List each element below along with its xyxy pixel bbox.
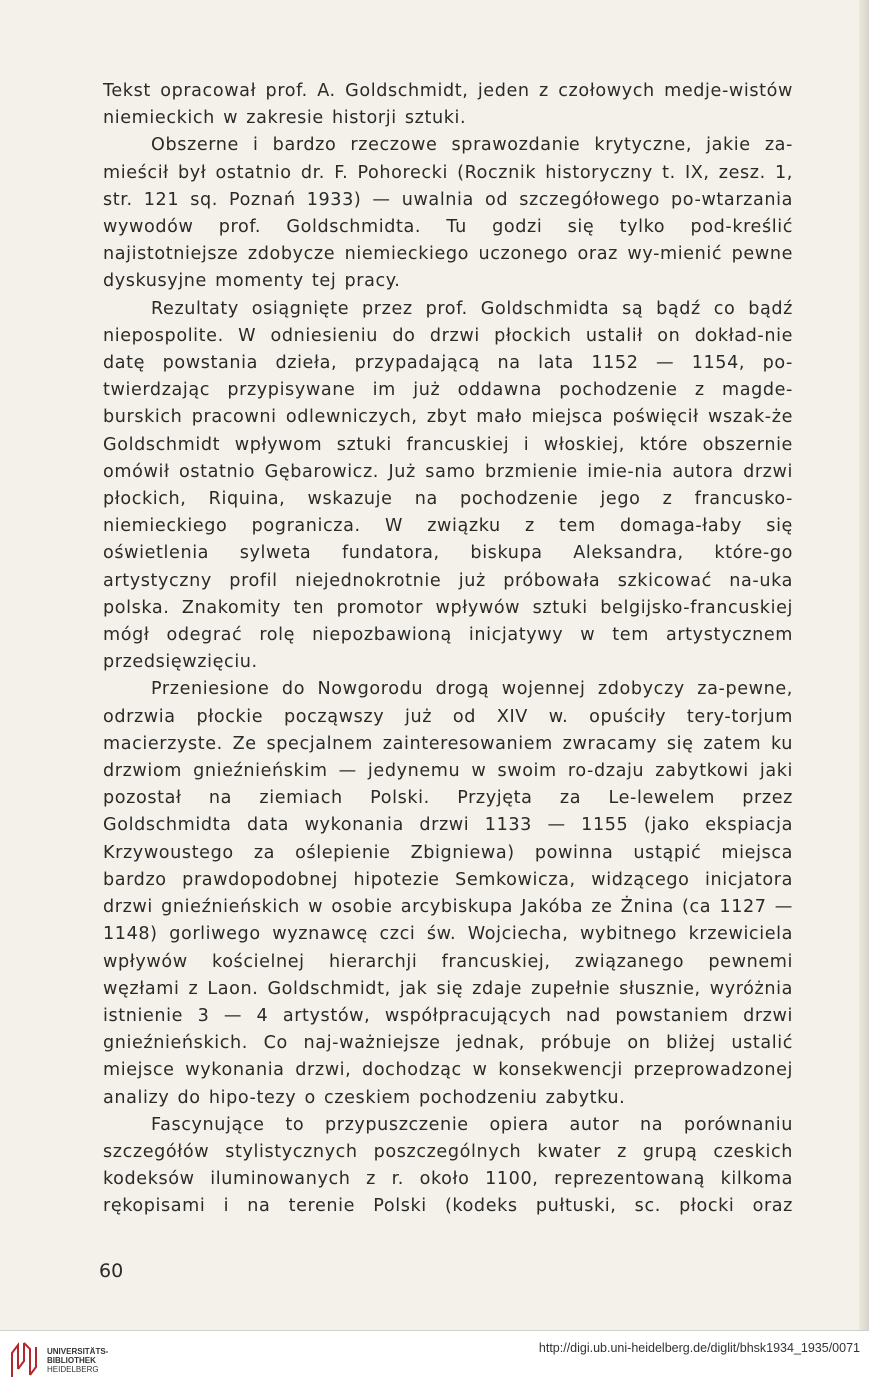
- library-name: [47, 1347, 108, 1374]
- paragraph-4: Przeniesione do Nowgorodu drogą wojennej zdobyczy za-pewne, odrzwia płockie począwszy już od XIV w. opuściły tery-torjum macierzyste. Ze specjalnem zainteresowaniem zwracamy się zatem ku drzwiom gnieźnieńskim — jedynemu w swoim ro-dzaju zabytkowi jaki pozostał na ziemiach Polski. Przyjęta za Le-lewelem przez Goldschmidta data wykonania drzwi 1133 — 1155 (jako ekspiacja Krzywoustego za oślepienie Zbigniewa) powinna ustąpić miejsca bardzo prawdopodobnej hipotezie Semkowicza, widzącego inicjatora drzwi gnieźnieńskich w osobie arcybiskupa Jakóba ze Żnina (ca 1127 — 1148) gorliwego wyznawcę czci św. Wojciecha, wybitnego krzewiciela wpływów kościelnej hierarchji francuskiej, związanego pewnemi węzłami z Laon. Goldschmidt, jak się zdaje zupełnie słusznie, wyróżnia istnienie 3 — 4 artystów, współpracujących nad powstaniem drzwi gnieźnieńskich. Co naj-ważniejsze jednak, próbuje on bliżej ustalić miejsce wykonania drzwi, dochodząc w konsekwencji przeprowadzonej analizy do hipo-tezy o czeskiem pochodzeniu zabytku.: [103, 679, 793, 1108]
- library-name-line3: HEIDELBERG: [47, 1365, 99, 1374]
- digitization-footer: [0, 1330, 869, 1393]
- page-number: 60: [99, 1260, 124, 1282]
- library-logo-icon: [8, 1339, 42, 1379]
- page-body: [103, 78, 793, 1221]
- paragraph-1: Tekst opracował prof. A. Goldschmidt, jeden z czołowych medje-wistów niemieckich w zakresie historji sztuki.: [103, 81, 793, 129]
- page-edge: [859, 0, 869, 1330]
- source-url-link[interactable]: http://digi.ub.uni-heidelberg.de/diglit/bhsk1934_1935/0071: [538, 1341, 860, 1355]
- paragraph-2: Obszerne i bardzo rzeczowe sprawozdanie krytyczne, jakie za-mieścił był ostatnio dr. F. Pohorecki (Rocznik historyczny t. IX, zesz. 1, str. 121 sq. Poznań 1933) — uwalnia od szczegółowego po-wtarzania wywodów prof. Goldschmidta. Tu godzi się tylko pod-kreślić najistotniejsze zdobycze niemieckiego uczonego oraz wy-mienić pewne dyskusyjne momenty tej pracy.: [103, 135, 793, 292]
- library-name-line1: UNIVERSITÄTS-: [47, 1347, 109, 1356]
- paragraph-3: Rezultaty osiągnięte przez prof. Goldschmidta są bądź co bądź niepospolite. W odniesieniu do drzwi płockich ustalił on dokład-nie datę powstania dzieła, przypadającą na lata 1152 — 1154, po-twierdzając przypisywane im już oddawna pochodzenie z magde-burskich pracowni odlewniczych, zbyt mało miejsca poświęcił wszak-że Goldschmidt wpływom sztuki francuskiej i włoskiej, które obszernie omówił ostatnio Gębarowicz. Już samo brzmienie imie-nia autora drzwi płockich, Riquina, wskazuje na pochodzenie jego z francusko-niemieckiego pogranicza. W związku z tem domaga-łaby się oświetlenia sylweta fundatora, biskupa Aleksandra, które-go artystyczny profil niejednokrotnie już próbowała szkicować na-uka polska. Znakomity ten promotor wpływów sztuki belgijsko-francuskiej mógł odegrać rolę niepozbawioną inicjatywy w tem artystycznem przedsięwzięciu.: [103, 298, 793, 673]
- paragraph-5: Fascynujące to przypuszczenie opiera autor na porównaniu szczegółów stylistycznych poszczególnych kwater z grupą czeskich kodeksów iluminowanych z r. około 1100, reprezentowaną kilkoma rękopisami i na terenie Polski (kodeks pułtuski, sc. płocki oraz: [103, 1114, 793, 1217]
- library-name-line2: BIBLIOTHEK: [47, 1356, 96, 1365]
